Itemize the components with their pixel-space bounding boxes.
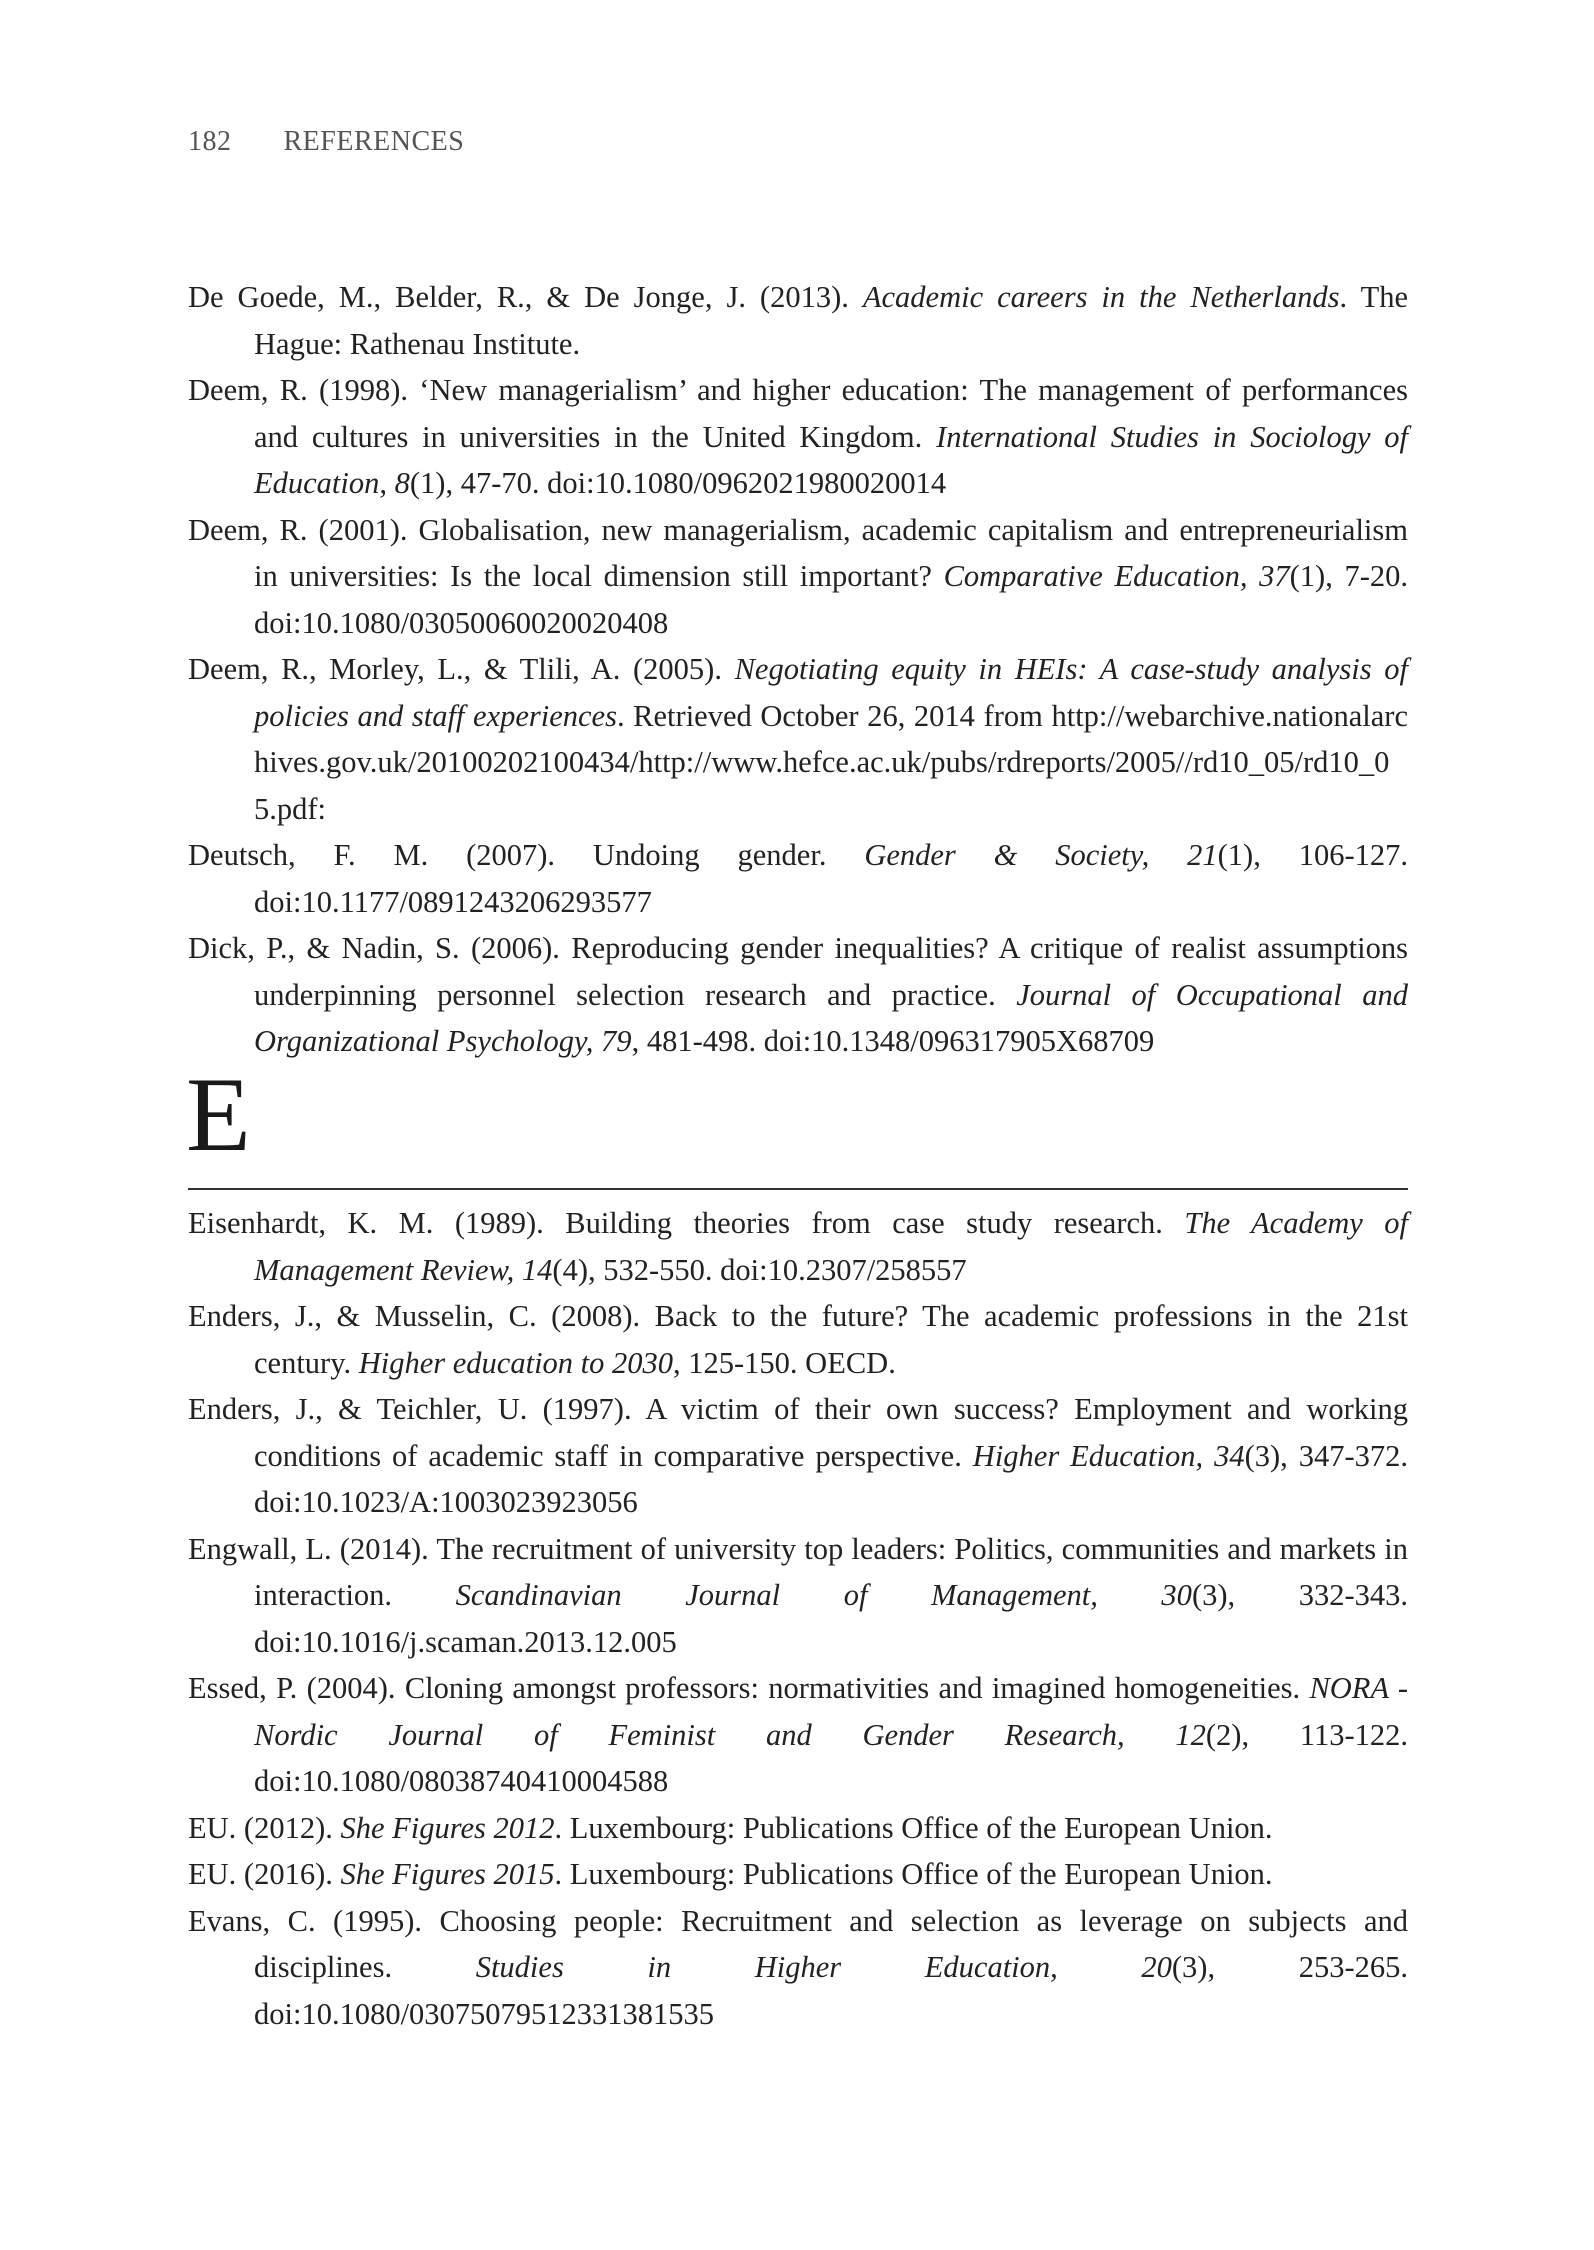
reference-entry bbox=[188, 1805, 1408, 1852]
reference-entry bbox=[188, 507, 1408, 647]
reference-authors: Deem, R., Morley, L., & Tlili, A. (2005). bbox=[188, 652, 735, 686]
reference-details: (3), 253-265. doi:10.1080/03075079512331381535 bbox=[254, 1950, 1408, 2031]
reference-entry bbox=[188, 1200, 1408, 1293]
reference-entry bbox=[188, 1898, 1408, 2038]
reference-journal: Journal of Occupational and Organizational Psychology, 79 bbox=[254, 977, 1408, 1058]
reference-text: Enders, J., & Teichler, U. (1997). A victim of their own success? Employment and working conditions of academic staff in comparative perspective. bbox=[188, 1392, 1408, 1473]
reference-details: . Luxembourg: Publications Office of the European Union. bbox=[554, 1810, 1273, 1845]
reference-retrieved: . Retrieved October 26, 2014 from bbox=[616, 698, 1052, 733]
reference-url[interactable]: http://webarchive.nationalarchives.gov.uk/20100202100434/http://www.hefce.ac.uk/pubs/rdreports/2005//rd10_05/rd10_05.pdf: bbox=[254, 698, 1408, 826]
reference-details: , 481-498. doi:10.1348/096317905X68709 bbox=[631, 1024, 1155, 1058]
reference-details: (2), 113-122. doi:10.1080/08038740410004588 bbox=[254, 1717, 1408, 1798]
reference-entry bbox=[188, 1386, 1408, 1526]
reference-details: (1), 106-127. doi:10.1177/0891243206293577 bbox=[254, 838, 1408, 919]
reference-entry bbox=[188, 1526, 1408, 1666]
reference-journal: International Studies in Sociology of Education, 8 bbox=[254, 419, 1408, 500]
running-header bbox=[188, 126, 464, 158]
reference-authors: De Goede, M., Belder, R., & De Jonge, J. (2013). bbox=[188, 280, 863, 314]
reference-text: Dick, P., & Nadin, S. (2006). Reproducing gender inequalities? A critique of realist assumptions underpinning personnel selection research and practice. bbox=[188, 931, 1408, 1012]
reference-publisher: . The Hague: Rathenau Institute. bbox=[254, 280, 1408, 361]
reference-details: (3), 347-372. doi:10.1023/A:1003023923056 bbox=[254, 1438, 1408, 1519]
reference-text: Deem, R. (2001). Globalisation, new managerialism, academic capitalism and entrepreneurialism in universities: Is the local dimension still important? bbox=[188, 512, 1408, 593]
reference-journal: Scandinavian Journal of Management, 30 bbox=[455, 1578, 1192, 1612]
reference-text: Evans, C. (1995). Choosing people: Recruitment and selection as leverage on subjects and disciplines. bbox=[188, 1903, 1408, 1984]
reference-list-e bbox=[188, 1200, 1408, 2037]
reference-text: Deutsch, F. M. (2007). Undoing gender. bbox=[188, 838, 865, 872]
reference-details: (1), 47-70. doi:10.1080/0962021980020014 bbox=[409, 466, 947, 500]
reference-journal: Higher education to 2030 bbox=[358, 1345, 674, 1380]
reference-journal: She Figures 2012 bbox=[340, 1810, 555, 1845]
reference-text: EU. (2016). bbox=[188, 1857, 341, 1891]
reference-text: Eisenhardt, K. M. (1989). Building theories from case study research. bbox=[188, 1206, 1185, 1240]
section-letter-heading: E bbox=[186, 1056, 251, 1173]
reference-details: (4), 532-550. doi:10.2307/258557 bbox=[552, 1252, 967, 1287]
reference-entry bbox=[188, 1293, 1408, 1386]
reference-journal: She Figures 2015 bbox=[340, 1857, 555, 1891]
reference-text: Engwall, L. (2014). The recruitment of university top leaders: Politics, communities and markets in interaction. bbox=[188, 1531, 1408, 1612]
section-title: REFERENCES bbox=[283, 126, 465, 157]
reference-details: , 125-150. OECD. bbox=[673, 1345, 896, 1380]
reference-journal: Gender & Society, 21 bbox=[864, 838, 1218, 872]
reference-entry bbox=[188, 646, 1408, 832]
reference-list-d bbox=[188, 274, 1408, 1065]
reference-details: (1), 7-20. doi:10.1080/03050060020020408 bbox=[254, 559, 1408, 640]
reference-journal: Comparative Education, 37 bbox=[943, 559, 1290, 593]
reference-details: (3), 332-343. doi:10.1016/j.scaman.2013.12.005 bbox=[254, 1578, 1408, 1659]
reference-entry bbox=[188, 1665, 1408, 1805]
reference-entry bbox=[188, 1851, 1408, 1898]
page-number: 182 bbox=[188, 126, 232, 157]
reference-journal: NORA - Nordic Journal of Feminist and Gender Research, 12 bbox=[254, 1671, 1408, 1752]
section-divider bbox=[188, 1188, 1408, 1190]
reference-journal: Higher Education, 34 bbox=[972, 1438, 1245, 1473]
reference-title: Academic careers in the Netherlands bbox=[862, 280, 1340, 314]
reference-title: Negotiating equity in HEIs: A case-study analysis of policies and staff experiences bbox=[254, 652, 1408, 733]
reference-text: EU. (2012). bbox=[188, 1810, 341, 1845]
reference-text: Enders, J., & Musselin, C. (2008). Back to the future? The academic professions in the 21st century. bbox=[188, 1299, 1408, 1380]
reference-journal: The Academy of Management Review, 14 bbox=[254, 1206, 1408, 1287]
reference-text: Essed, P. (2004). Cloning amongst professors: normativities and imagined homogeneities. bbox=[188, 1671, 1310, 1705]
reference-details: . Luxembourg: Publications Office of the European Union. bbox=[554, 1857, 1273, 1891]
reference-text: Deem, R. (1998). ‘New managerialism’ and higher education: The management of performances and cultures in universities in the United Kingdom. bbox=[188, 373, 1408, 454]
reference-journal: Studies in Higher Education, 20 bbox=[475, 1950, 1172, 1984]
reference-entry bbox=[188, 274, 1408, 367]
reference-entry bbox=[188, 925, 1408, 1065]
reference-entry bbox=[188, 832, 1408, 925]
reference-entry bbox=[188, 367, 1408, 507]
